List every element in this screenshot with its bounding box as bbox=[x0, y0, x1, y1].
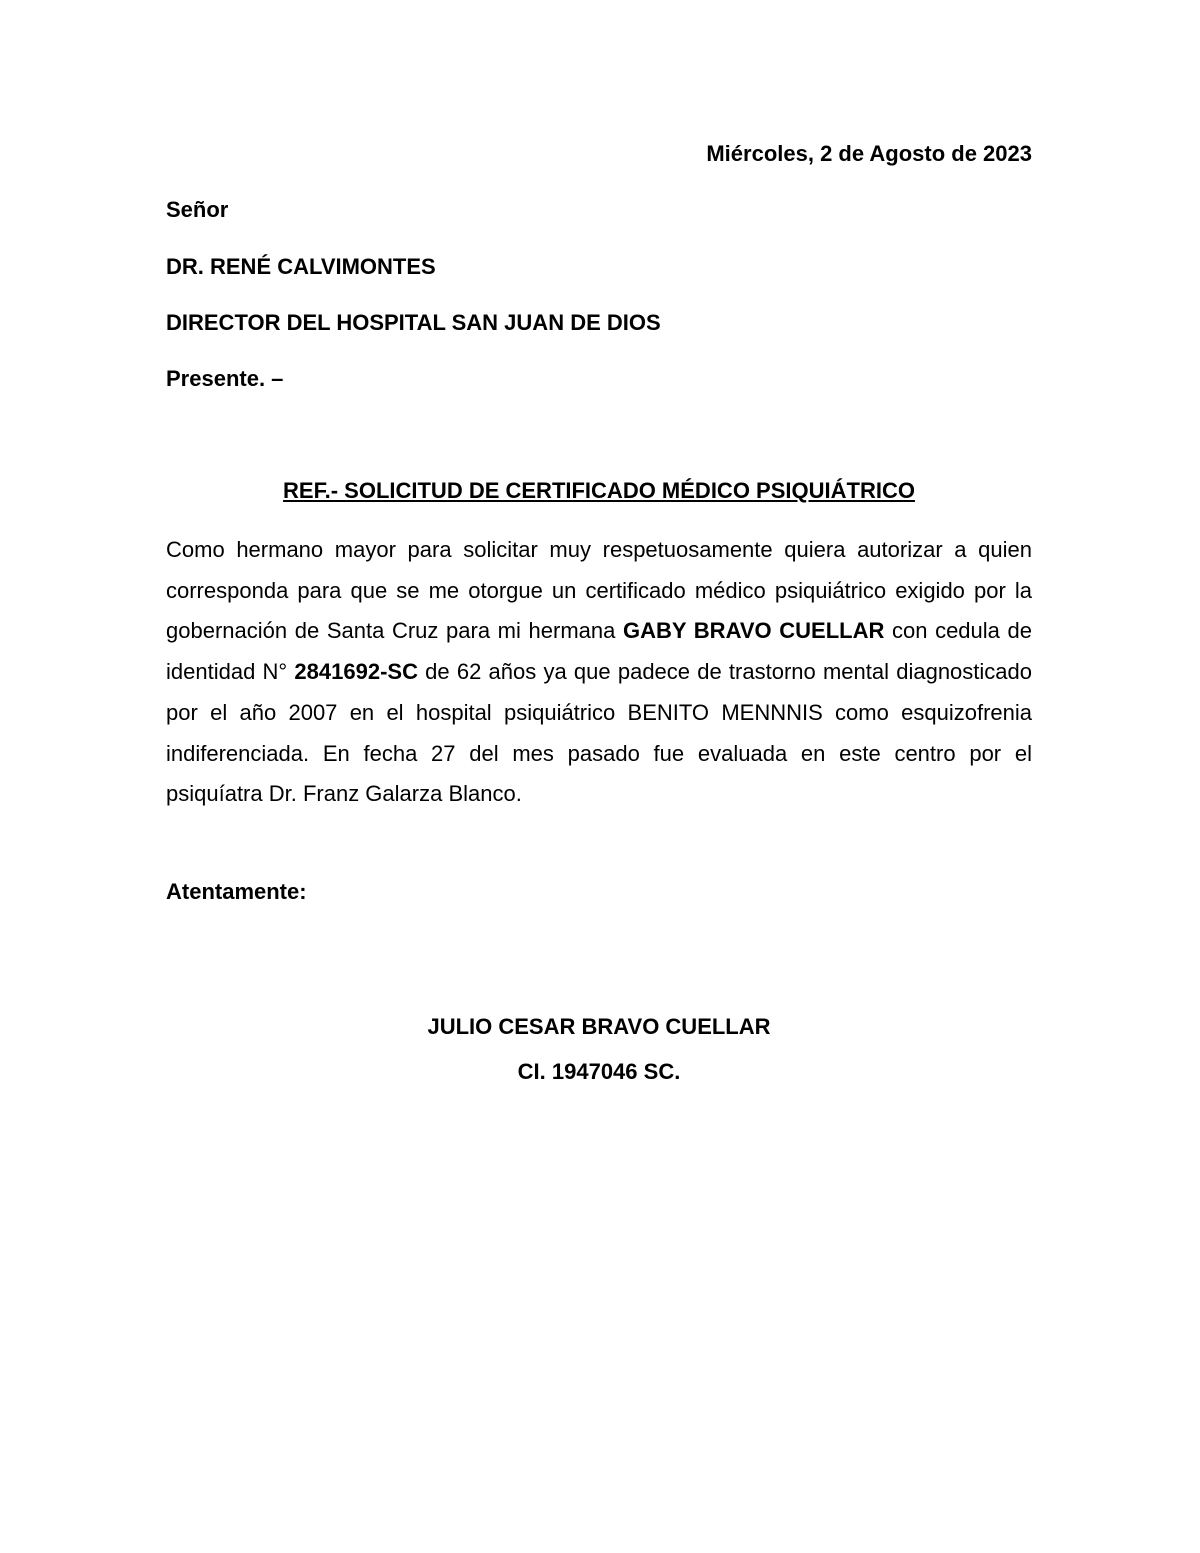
patient-id: 2841692-SC bbox=[294, 659, 418, 685]
body-text-part2: con cedula de identidad N° bbox=[166, 618, 1033, 685]
closing: Atentamente: bbox=[166, 879, 307, 904]
body-text-part3: de 62 años ya que padece de trastorno mental diagnosticado por el año 2007 en el hospital psiquiátrico BENITO MENNNIS como esquizofrenia indiferenciada. En fecha 27 del mes pasado fue evaluada en este centro por el psiquíatra Dr. Franz Galarza Blanco. bbox=[166, 659, 1032, 807]
patient-name: GABY BRAVO CUELLAR bbox=[623, 618, 885, 644]
letter-date: Miércoles, 2 de Agosto de 2023 bbox=[706, 141, 1032, 166]
recipient-title: DIRECTOR DEL HOSPITAL SAN JUAN DE DIOS bbox=[166, 310, 661, 335]
letter-body bbox=[166, 530, 1032, 815]
recipient-name: DR. RENÉ CALVIMONTES bbox=[166, 254, 436, 279]
signer-name: JULIO CESAR BRAVO CUELLAR bbox=[427, 1014, 771, 1039]
presente-line: Presente. – bbox=[166, 366, 284, 391]
body-text-part1: Como hermano mayor para solicitar muy respetuosamente quiera autorizar a quien corresponda para que se me otorgue un certificado médico psiquiátrico exigido por la gobernación de Santa Cruz para mi hermana bbox=[166, 537, 1032, 644]
reference-heading: REF.- SOLICITUD DE CERTIFICADO MÉDICO PSIQUIÁTRICO bbox=[283, 478, 915, 503]
salutation: Señor bbox=[166, 197, 229, 222]
signer-id: CI. 1947046 SC. bbox=[517, 1059, 681, 1084]
